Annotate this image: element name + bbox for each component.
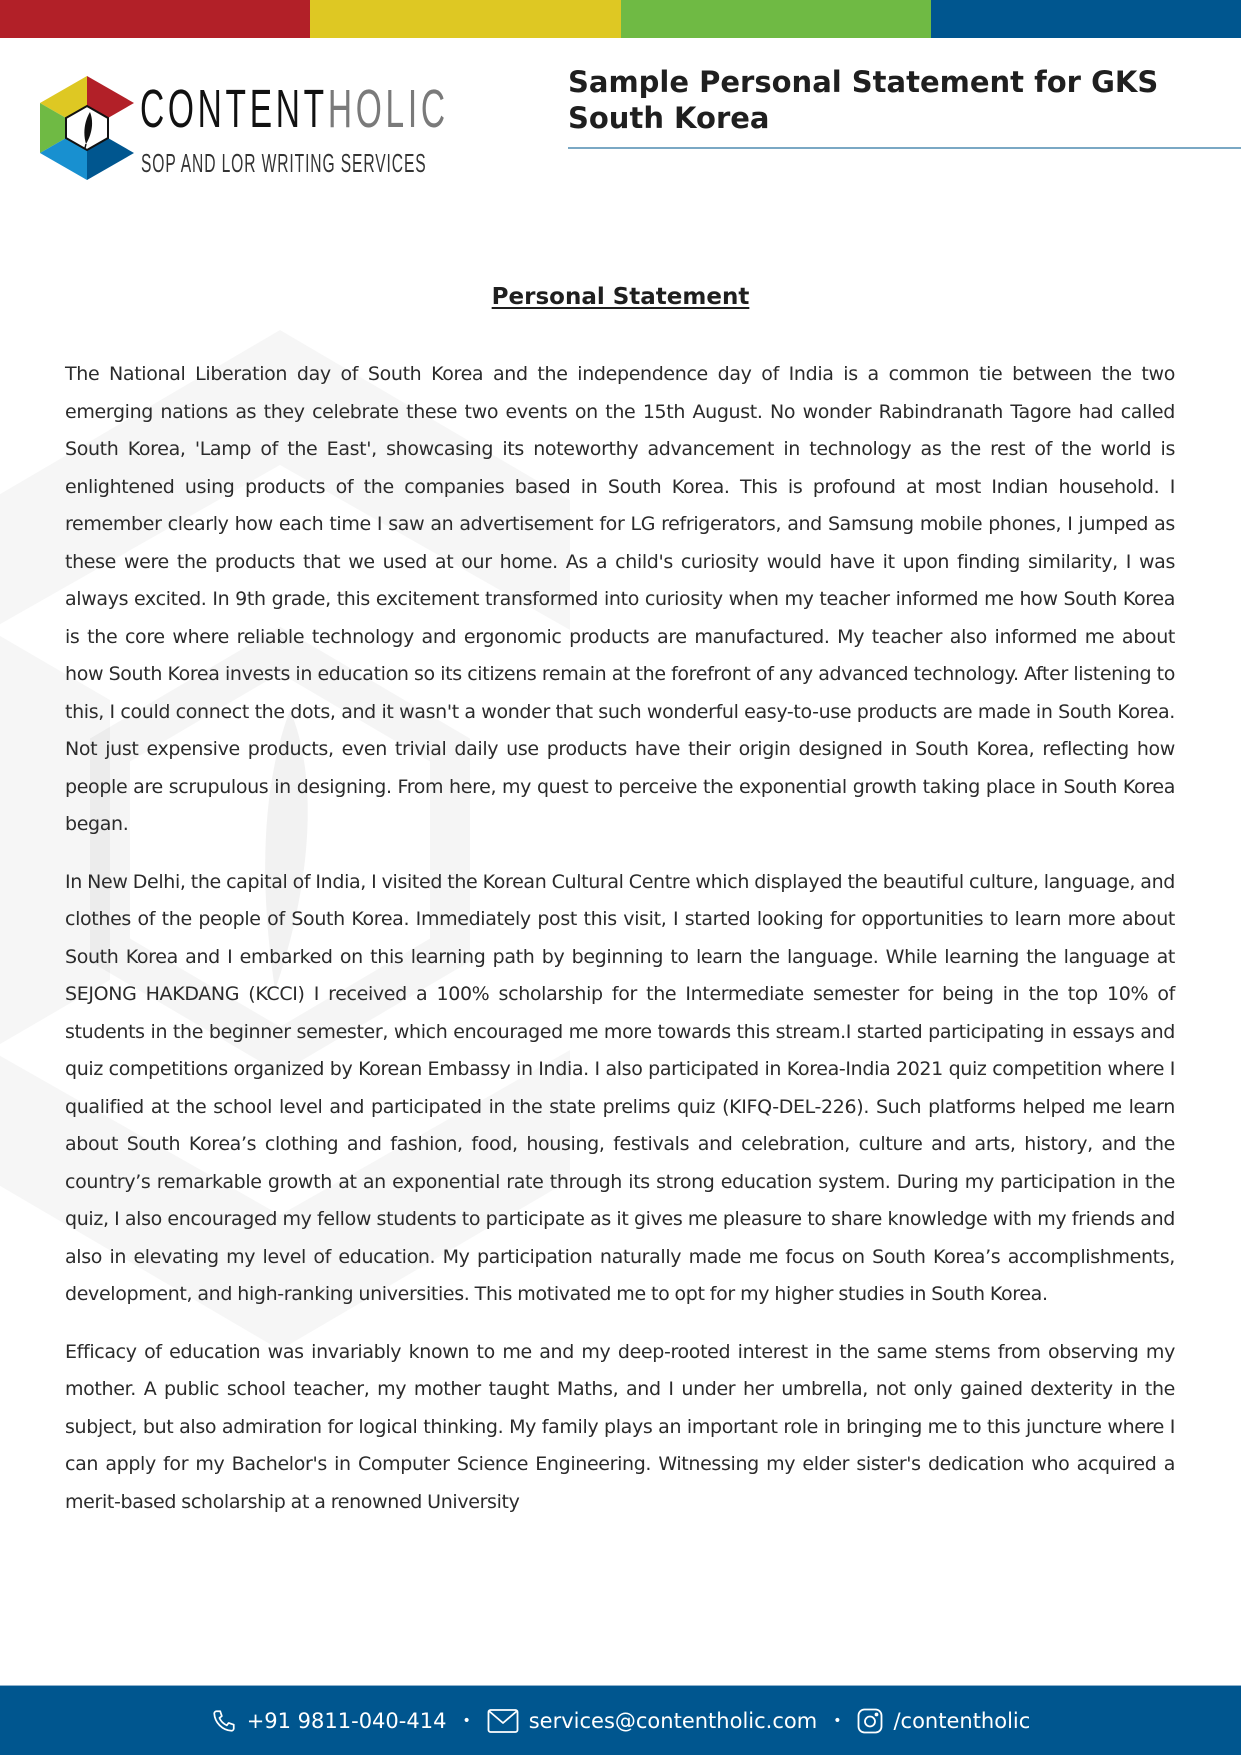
section-heading-text: Personal Statement (491, 284, 750, 310)
hexagon-quill-logo-icon (40, 76, 134, 180)
contact-footer (0, 1685, 1241, 1755)
logo-tagline: SOP AND LOR WRITING SERVICES (141, 148, 427, 178)
footer-separator: • (833, 1712, 842, 1729)
brand-light: HOLIC (327, 79, 449, 139)
document-title: Sample Personal Statement for GKS South Korea (568, 65, 1159, 135)
footer-instagram[interactable] (857, 1708, 1030, 1734)
footer-separator: • (462, 1712, 471, 1729)
stripe-green (621, 0, 931, 38)
contentholic-logo[interactable] (40, 76, 460, 182)
paragraph: Efficacy of education was invariably known to me and my deep-rooted interest in the same stems from observing my mother. A public school teacher, my mother taught Maths, and I under her umbrella, not only gained dexterity in the subject, but also admiration for logical thinking. My family plays an important role in bringing me to this juncture where I can apply for my Bachelor's in Computer Science Engineering. Witnessing my elder sister's dedication who acquired a merit-based scholarship at a renowned University (65, 1340, 1175, 1513)
stripe-yellow (310, 0, 620, 38)
logo-brand-name (140, 79, 449, 139)
stripe-blue (931, 0, 1241, 38)
title-divider (568, 147, 1241, 149)
statement-body (65, 356, 1175, 1541)
paragraph: In New Delhi, the capital of India, I visited the Korean Cultural Centre which displayed the beautiful culture, language, and clothes of the people of South Korea. Immediately post this visit, I started looking for opportunities to learn more about South Korea and I embarked on this learning path by beginning to learn the language. While learning the language at SEJONG HAKDANG (KCCI) I received a 100% scholarship for the Intermediate semester for being in the top 10% of students in the beginner semester, which encouraged me more towards this stream.I started participating in essays and quiz competitions organized by Korean Embassy in India. I also participated in Korea-India 2021 quiz competition where I qualified at the school level and participated in the state prelims quiz (KIFQ-DEL-226). Such platforms helped me learn about South Korea’s clothing and fashion, food, housing, festivals and celebration, culture and arts, history, and the country’s remarkable growth at an exponential rate through its strong education system. During my participation in the quiz, I also encouraged my fellow students to participate as it gives me pleasure to share knowledge with my friends and also in elevating my level of education. My participation naturally made me focus on South Korea’s accomplishments, development, and high-ranking universities. This motivated me to opt for my higher studies in South Korea. (65, 870, 1175, 1305)
mail-icon (487, 1708, 519, 1734)
email-address: services@contentholic.com (528, 1708, 818, 1733)
top-color-stripe (0, 0, 1241, 38)
footer-email[interactable] (487, 1708, 817, 1734)
phone-number: +91 9811-040-414 (246, 1708, 447, 1733)
stripe-red (0, 0, 310, 38)
footer-phone[interactable] (211, 1708, 447, 1734)
paragraph: The National Liberation day of South Korea and the independence day of India is a common tie between the two emerging nations as they celebrate these two events on the 15th August. No wonder Rabindranath Tagore had called South Korea, 'Lamp of the East', showcasing its noteworthy advancement in technology as the rest of the world is enlightened using products of the companies based in South Korea. This is profound at most Indian household. I remember clearly how each time I saw an advertisement for LG refrigerators, and Samsung mobile phones, I jumped as these were the products that we used at our home. As a child's curiosity would have it upon finding similarity, I was always excited. In 9th grade, this excitement transformed into curiosity when my teacher informed me how South Korea is the core where reliable technology and ergonomic products are manufactured. My teacher also informed me about how South Korea invests in education so its citizens remain at the forefront of any advanced technology. After listening to this, I could connect the dots, and it wasn't a wonder that such wonderful easy-to-use products are made in South Korea. Not just expensive products, even trivial daily use products have their origin designed in South Korea, reflecting how people are scrupulous in designing. From here, my quest to perceive the exponential growth taking place in South Korea began. (65, 363, 1175, 835)
brand-dark: CONTENT (140, 79, 328, 139)
instagram-icon (857, 1708, 883, 1734)
phone-icon (211, 1708, 237, 1734)
instagram-handle: /contentholic (893, 1708, 1031, 1733)
section-heading (0, 282, 1241, 312)
